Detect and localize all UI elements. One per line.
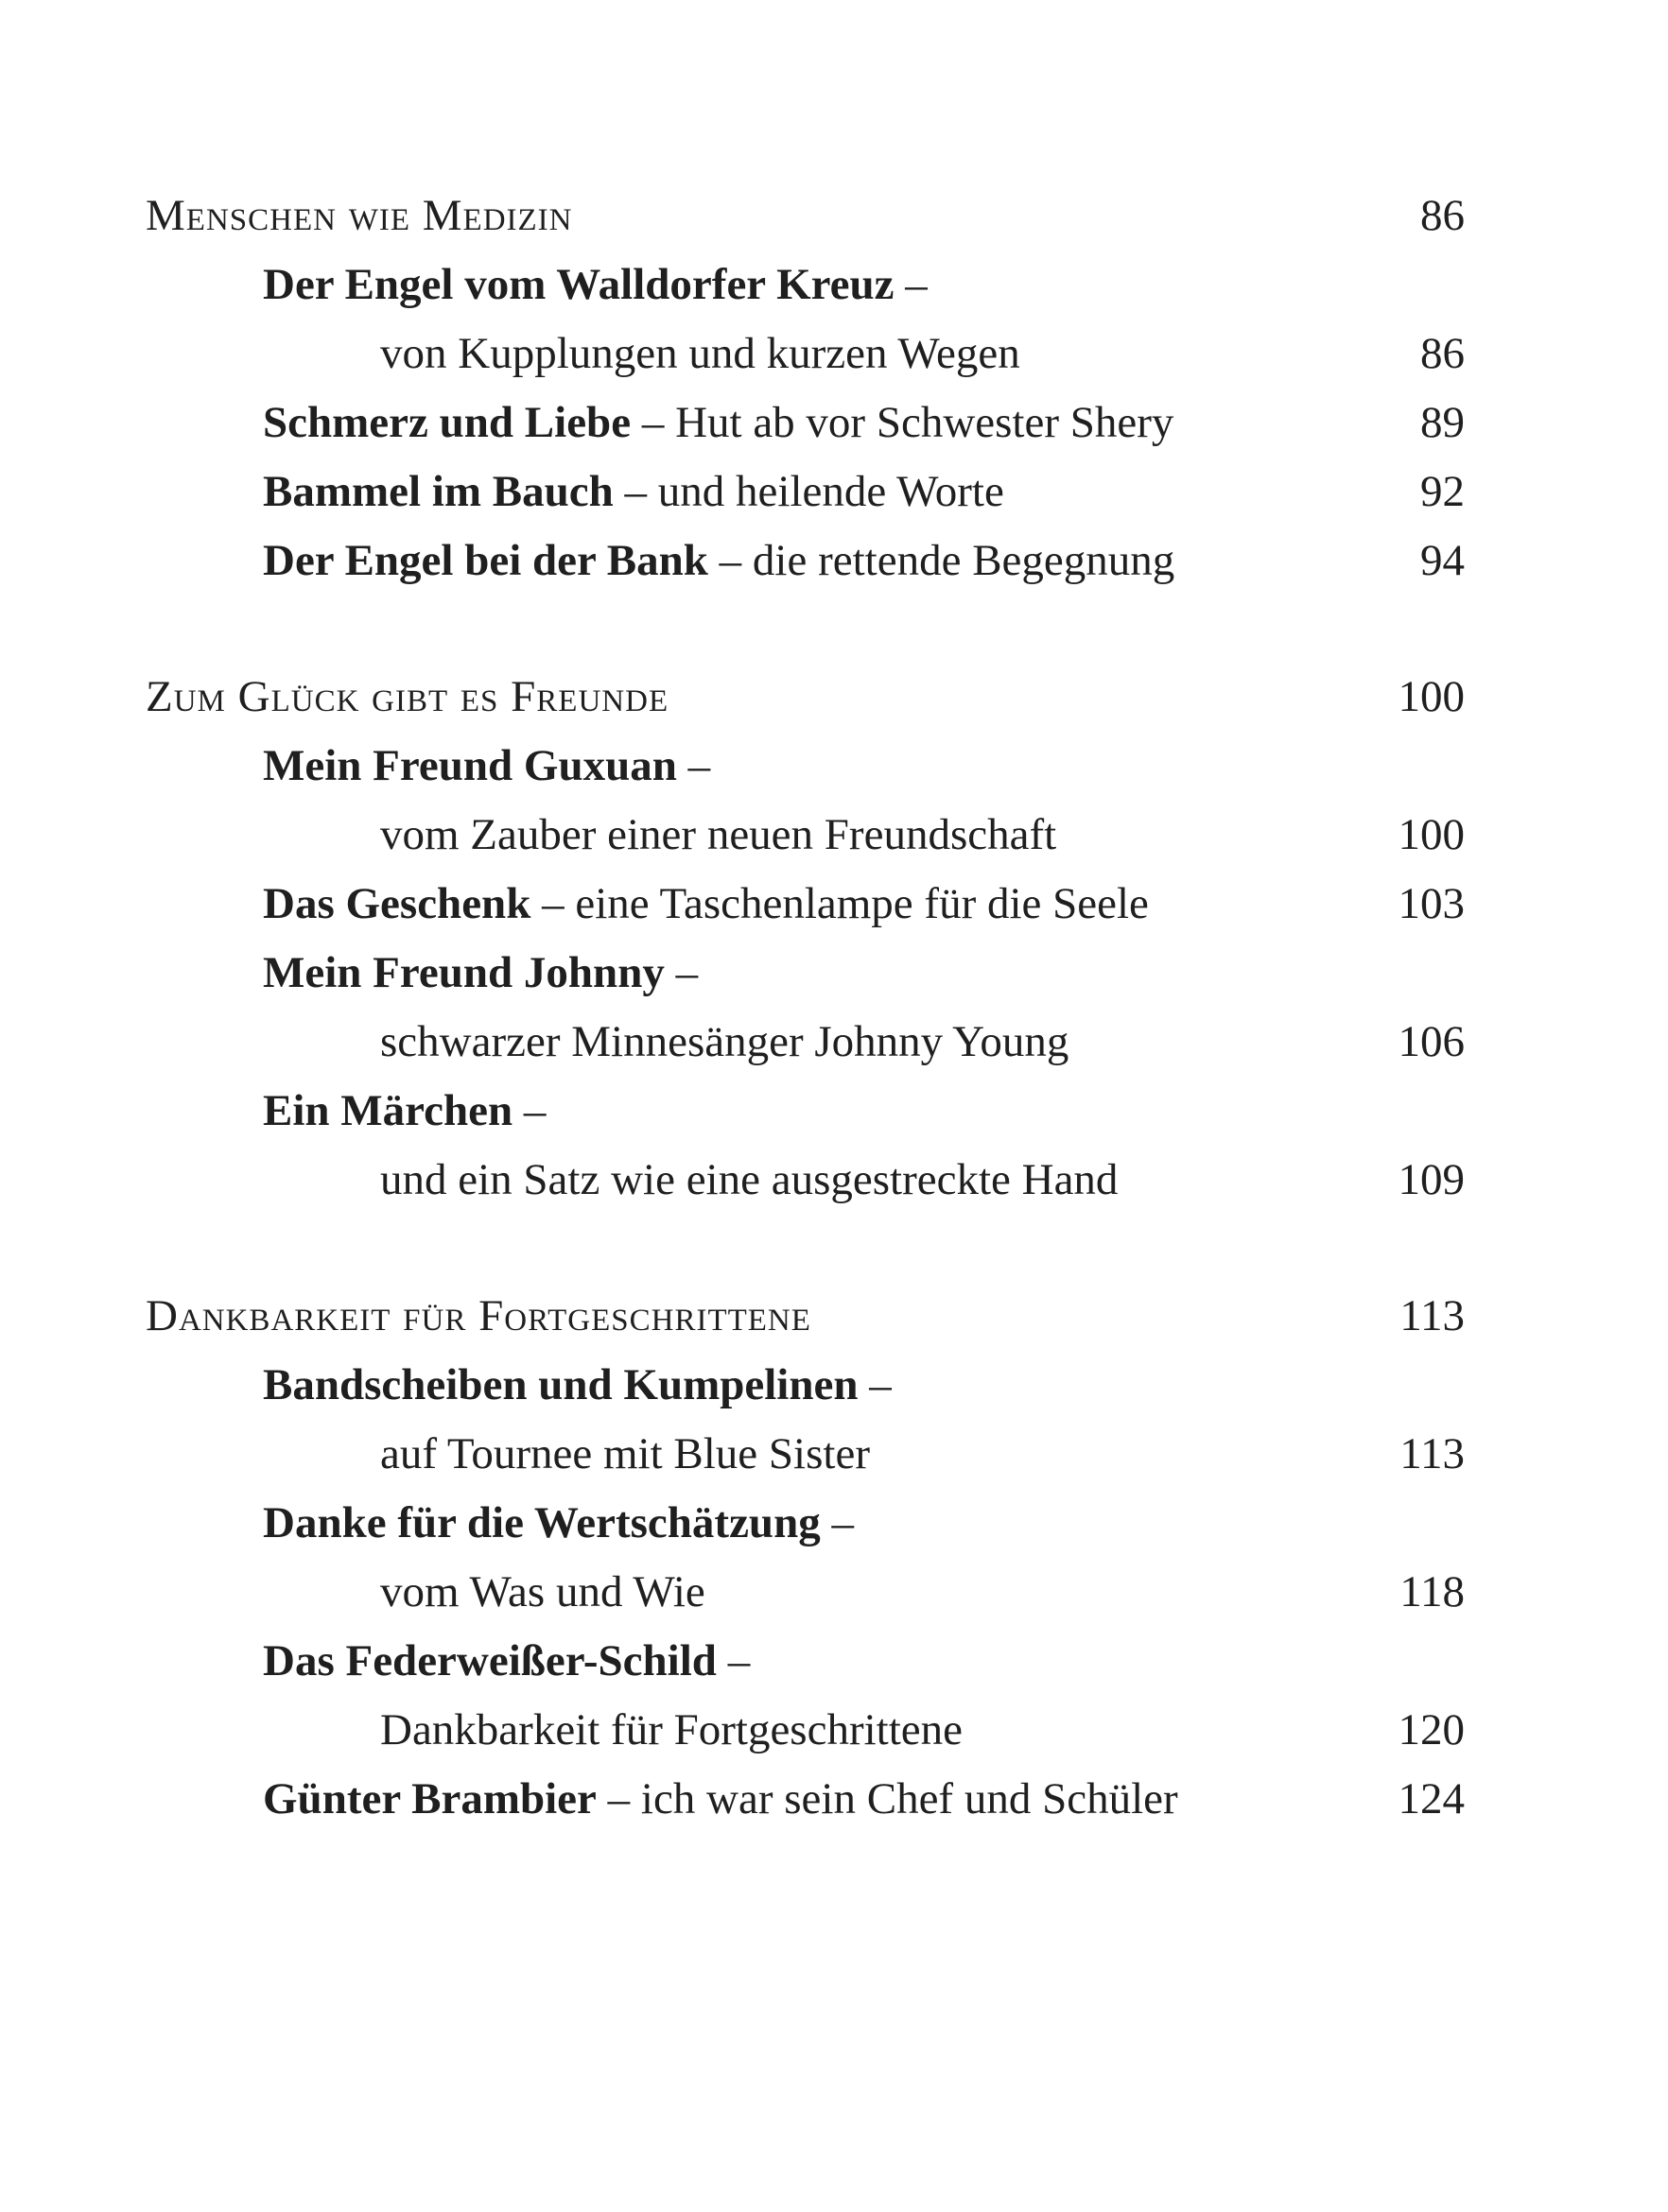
page-number: 86	[1420, 329, 1465, 378]
entry-subtitle: und heilende Worte	[657, 467, 1004, 516]
page-number: 113	[1399, 1429, 1465, 1478]
page-number: 106	[1398, 1017, 1465, 1066]
entry-separator: –	[596, 1774, 641, 1823]
entry-subtitle: Hut ab vor Schwester Shery	[675, 398, 1174, 447]
entry-separator: –	[858, 1360, 892, 1409]
entry-separator: –	[664, 948, 699, 997]
toc-entry	[0, 1627, 1668, 1695]
entry-subtitle: Dankbarkeit für Fortgeschrittene	[380, 1705, 964, 1754]
toc-entry-continuation	[0, 1558, 1668, 1626]
toc-entry-continuation	[0, 320, 1668, 388]
page-number: 109	[1398, 1155, 1465, 1204]
entry-title: Der Engel vom Walldorfer Kreuz	[263, 260, 895, 309]
entry-title: Schmerz und Liebe	[263, 398, 632, 447]
entry-subtitle: vom Zauber einer neuen Freundschaft	[380, 810, 1057, 859]
toc-entry	[0, 1077, 1668, 1145]
page-number: 124	[1398, 1774, 1465, 1823]
section-title: Zum Glück gibt es Freunde	[146, 672, 669, 721]
toc-entry	[0, 1489, 1668, 1557]
section-title: Menschen wie Medizin	[146, 191, 573, 240]
toc-entry	[0, 389, 1668, 457]
page-number: 92	[1420, 467, 1465, 516]
toc-entry	[0, 732, 1668, 800]
entry-title: Der Engel bei der Bank	[263, 536, 708, 585]
entry-title: Bandscheiben und Kumpelinen	[263, 1360, 859, 1409]
entry-subtitle: von Kupplungen und kurzen Wegen	[380, 329, 1020, 378]
toc-entry-continuation	[0, 1420, 1668, 1488]
toc-entry	[0, 251, 1668, 319]
page-number: 94	[1420, 536, 1465, 585]
page-number: 100	[1398, 672, 1465, 721]
entry-title: Das Geschenk	[263, 879, 531, 928]
toc-entry-continuation	[0, 1696, 1668, 1764]
entry-subtitle: eine Taschenlampe für die Seele	[575, 879, 1149, 928]
page-number: 113	[1399, 1291, 1465, 1340]
toc-entry	[0, 458, 1668, 526]
toc-entry	[0, 527, 1668, 595]
entry-title: Das Federweißer-Schild	[263, 1636, 717, 1685]
section-title: Dankbarkeit für Fortgeschrittene	[146, 1291, 811, 1340]
entry-subtitle: vom Was und Wie	[380, 1567, 705, 1616]
entry-separator: –	[676, 741, 711, 790]
toc-entry-continuation	[0, 1146, 1668, 1214]
toc-entry-continuation	[0, 801, 1668, 869]
entry-subtitle: und ein Satz wie eine ausgestreckte Hand	[380, 1155, 1119, 1204]
entry-separator: –	[707, 536, 753, 585]
entry-title: Danke für die Wertschätzung	[263, 1498, 821, 1547]
entry-title: Bammel im Bauch	[263, 467, 614, 516]
page-number: 89	[1420, 398, 1465, 447]
page-number: 118	[1399, 1567, 1465, 1616]
page-number: 100	[1398, 810, 1465, 859]
toc-section-heading	[0, 663, 1668, 731]
page-number: 120	[1398, 1705, 1465, 1754]
toc-entry	[0, 1351, 1668, 1419]
entry-subtitle: die rettende Begegnung	[752, 536, 1175, 585]
toc-entry	[0, 870, 1668, 938]
page-number: 103	[1398, 879, 1465, 928]
entry-separator: –	[631, 398, 676, 447]
page-number: 86	[1420, 191, 1465, 240]
toc-entry	[0, 939, 1668, 1007]
entry-subtitle: auf Tournee mit Blue Sister	[380, 1429, 870, 1478]
toc-entry-continuation	[0, 1008, 1668, 1076]
entry-separator: –	[820, 1498, 854, 1547]
toc-section-heading	[0, 1282, 1668, 1350]
entry-title: Mein Freund Johnny	[263, 948, 665, 997]
entry-separator: –	[530, 879, 576, 928]
entry-title: Mein Freund Guxuan	[263, 741, 677, 790]
entry-separator: –	[613, 467, 658, 516]
entry-subtitle: schwarzer Minnesänger Johnny Young	[380, 1017, 1069, 1066]
toc-entry	[0, 1765, 1668, 1833]
entry-separator: –	[894, 260, 928, 309]
entry-subtitle: ich war sein Chef und Schüler	[640, 1774, 1178, 1823]
entry-separator: –	[513, 1086, 547, 1135]
toc-section-heading	[0, 181, 1668, 250]
entry-separator: –	[716, 1636, 751, 1685]
entry-title: Günter Brambier	[263, 1774, 597, 1823]
entry-title: Ein Märchen	[263, 1086, 513, 1135]
